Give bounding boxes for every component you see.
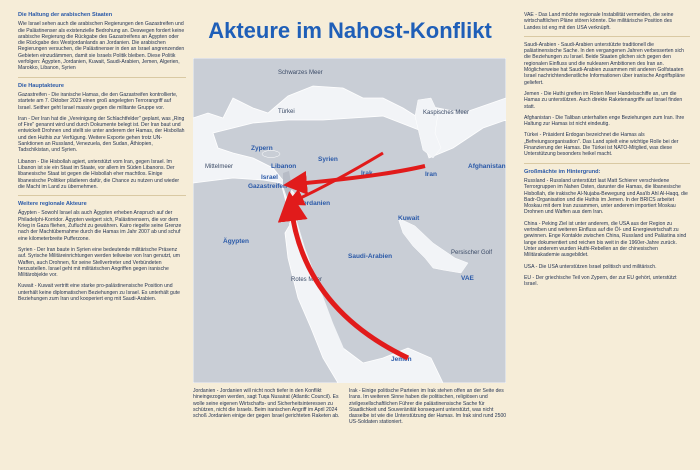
text-jemen: Jemen - Die Huthi greifen im Roten Meer Handelsschiffe an, um die Hamas zu unterstützen. Auch direkte Raketenangriffe auf Israel finden statt. bbox=[524, 90, 683, 110]
label-saudi-arabien: Saudi-Arabien bbox=[348, 253, 393, 260]
label-vae: VAE bbox=[461, 275, 474, 282]
label-syrien: Syrien bbox=[318, 156, 338, 163]
page-title: Akteure im Nahost-Konflikt bbox=[208, 18, 492, 43]
text-gaza: Gazastreifen - Die iranische Hamas, die den Gazastreifen kontrollierte, startete am 7. Oktober 2023 einen groß angelegten Terrorangriff auf Israel. Seither geht Israel massiv gegen die militante Gruppe vor. bbox=[18, 91, 178, 111]
label-afghanistan: Afghanistan bbox=[468, 163, 506, 170]
bottom-left-text bbox=[193, 388, 343, 424]
heading-main-actors: Die Hauptakteure bbox=[18, 82, 65, 89]
text-jordanien: Jordanien - Jordanien will nicht noch tiefer in den Konflikt hineingezogen werden, sagt Tuqa Nusairat (Atlantic Council). Es wolle seine eigenen Wirtschafts- und Sicherheitsinteressen zu schützen, nicht die Israels. Beim iranischen Angriff im April 2024 schoß Jordanien einige der gegen Israel gerichteten Raketen ab. bbox=[193, 388, 340, 420]
bottom-right-text bbox=[349, 388, 509, 431]
text-russland: Russland - Russland unterstützt laut Matt Schierer verschiedene Terrorgruppen im Nahen Osten, darunter die Hamas, die libanesische Hisbollah, die irakische Al-Nujaba-Bewegung und Asa'ib Ahl Al-Haqq, die Badr-Organisation und die Huthis im Jemen. In der BRICS arbeitet Moskau mit dem Iran zusammen, unter anderem importiert Moskau Drohnen und Waffen aus dem Iran. bbox=[524, 177, 688, 216]
label-rotes-meer: Rotes Meer bbox=[291, 277, 323, 283]
label-mittelmeer: Mittelmeer bbox=[205, 164, 234, 170]
text-saudi-arabien: Saudi-Arabien - Saudi-Arabien unterstützte traditionell die palästinensische Sache. In den vergangenen Jahren verbesserten sich die Beziehungen zu Israel. Beide Staaten glichen sich gegen den regionalen Einfluss und die nuklearen Ambitionen des Iran an. Möglicherweise hat Saudi-Arabien zusammen mit anderen Golfstaaten Israel nachrichtendienstliche Informationen über iranische Angriffspläne geliefert. bbox=[524, 41, 686, 86]
label-kuwait: Kuwait bbox=[398, 215, 420, 222]
text-afghanistan: Afghanistan - Die Taliban unterhalten enge Beziehungen zum Iran. Ihre Haltung zur Hamas ist nicht eindeutig. bbox=[524, 114, 685, 128]
divider bbox=[524, 36, 690, 37]
text-lebanon: Libanon - Die Hisbollah agiert, unterstützt vom Iran, gegen Israel. Im Libanon ist sie ein Staat im Staate, vor allem im Süden Libanons. Der libanesische Staat ist gegen die Hisbollah eher machtlos. Einige libanesische Politiker plädieren dafür, die Chance zu nutzen und wieder die Macht im Land zu übernehmen. bbox=[18, 158, 180, 190]
text-irak: Irak - Einige politische Parteien im Irak stehen offen an der Seite des Irans. Im weiteren Sinne haben die politischen, religiösen und zivilgesellschaftlichen Führer die palästinensische Sache für Staatlichkeit und Souveränität konsequent unterstützt, was nicht dasselbe ist wie die Unterstützung der Hamas. Im Irak sind rund 2500 US-Soldaten stationiert. bbox=[349, 388, 507, 426]
text-vae: VAE - Das Land möchte regionale Instabilität vermeiden, die seine wirtschaftlichen Pläne stören könnte. Die militärische Position des Landes ist eng mit den USA verknüpft. bbox=[524, 12, 674, 31]
label-israel: Israel bbox=[261, 174, 278, 181]
label-iran: Iran bbox=[425, 171, 437, 178]
label-kaspisches-meer: Kaspisches Meer bbox=[423, 110, 470, 116]
text-china: China - Peking Ziel ist unter anderem, die USA aus der Region zu vertreiben und weiteren Einfluss auf die Öl- und Energiewirtschaft zu gewinnen. Enge Kontakte zwischen China, Russland und Palästina sind lange dokumentiert und reichen bis weit in die 1960er-Jahre zurück. Unter anderem wurden Huthi-Rebellen an der chinesischen Militärakademie ausgebildet. bbox=[524, 220, 687, 259]
text-usa: USA - Die USA unterstützen Israel politisch und militärisch. bbox=[524, 263, 657, 270]
label-tuerkei: Türkei bbox=[278, 109, 295, 115]
label-aegypten: Ägypten bbox=[223, 238, 249, 245]
text-kuwait: Kuwait - Kuwait vertritt eine starke pro-palästinensische Position und unterhält keine diplomatischen Beziehungen zu Israel. Es unterhält gute Beziehungen zum Iran und kooperiert eng mit Saudi-Arabien. bbox=[18, 283, 180, 302]
label-jemen: Jemen bbox=[391, 356, 412, 363]
text-tuerkei: Türkei - Präsident Erdogan bezeichnet die Hamas als „Befreiungsorganisation". Das Land spielt eine wichtige Rolle bei der Finanzierung der Hamas. Die Türkei ist NATO-Mitglied, was diese Unterstützung besonders heikel macht. bbox=[524, 132, 679, 158]
text-arab-states: Wie Israel sehen auch die arabischen Regierungen den Gazastreifen und die Palästinenser als existenzielle Bedrohung an. Deswegen fordert keine arabische Regierung die Rückgabe des Gazastreifens an Ägypten oder die Rückgabe des Westjordanlands an Jordanien. Die arabischen Regierungen versuchen, die Palästinenser in den an Israel angrenzenden Gebieten einzudämmen, damit sie Israels Politik bleiben. Diese Politik verfolgen: Ägypten, Jordanien, Kuwait, Saudi-Arabien, Jemen, Algerien, Marokko, Libanon, Syrien bbox=[18, 21, 185, 72]
label-irak: Irak bbox=[361, 170, 373, 177]
label-zypern: Zypern bbox=[251, 145, 273, 152]
text-syria: Syrien - Der Iran baute in Syrien eine bedeutende militärische Präsenz auf. Syrische Militäreinrichtungen werden teilweise von Iran genutzt, um Waffen, auch Drohnen, für seine Stellvertreter und Verbündeten herzustellen. Israel geht mit militärischen Angriffen gegen iranische Militärobjekte vor. bbox=[18, 246, 180, 279]
heading-arab-states: Die Haltung der arabischen Staaten bbox=[18, 12, 113, 18]
text-eu: EU - Der griechische Teil von Zypern, der zur EU gehört, unterstützt Israel. bbox=[524, 274, 677, 288]
divider bbox=[524, 163, 690, 164]
label-jordanien: Jordanien bbox=[299, 200, 331, 207]
text-egypt: Ägypten - Sowohl Israel als auch Ägypten erheben Anspruch auf der Philadelphi-Korridor. Ägypten weigert sich, Palästinensern, die vor dem Krieg in Gaza fliehen, Zuflucht zu gewähren. Kairo riegelte seine Grenze nach der Machtübernahme durch die Hamas im Jahr 2007 ab und schuf eine kilometerbreite Pufferzone. bbox=[18, 210, 182, 242]
text-iran: Iran - Der Iran hat die „Vereinigung der Schlachtfelder" geplant, was „Ring of Fire" genannt wird und durch Dokumente belegt ist. Der Iran baut und entwickelt Drohnen und stellt sie unter anderem der Hamas, der Hisbollah und den Huthis zur Verfügung. Weitere Exporte gehen trotz UN-Sanktionen an Russland, Venezuela, den Sudan, Äthiopien, Tadschikistan, und Syrien. bbox=[18, 115, 185, 154]
right-column bbox=[524, 12, 690, 292]
label-persischer-golf: Persischer Golf bbox=[451, 250, 493, 256]
heading-great-powers: Großmächte im Hintergrund: bbox=[524, 168, 601, 175]
middle-east-map bbox=[193, 58, 506, 383]
label-libanon: Libanon bbox=[271, 163, 297, 170]
left-column bbox=[18, 12, 186, 307]
label-gazastreifen: Gazastreifen bbox=[248, 183, 288, 190]
divider bbox=[18, 195, 186, 196]
divider bbox=[18, 77, 186, 78]
heading-regional-actors: Weitere regionale Akteure bbox=[18, 201, 87, 208]
label-schwarzes-meer: Schwarzes Meer bbox=[278, 70, 323, 76]
